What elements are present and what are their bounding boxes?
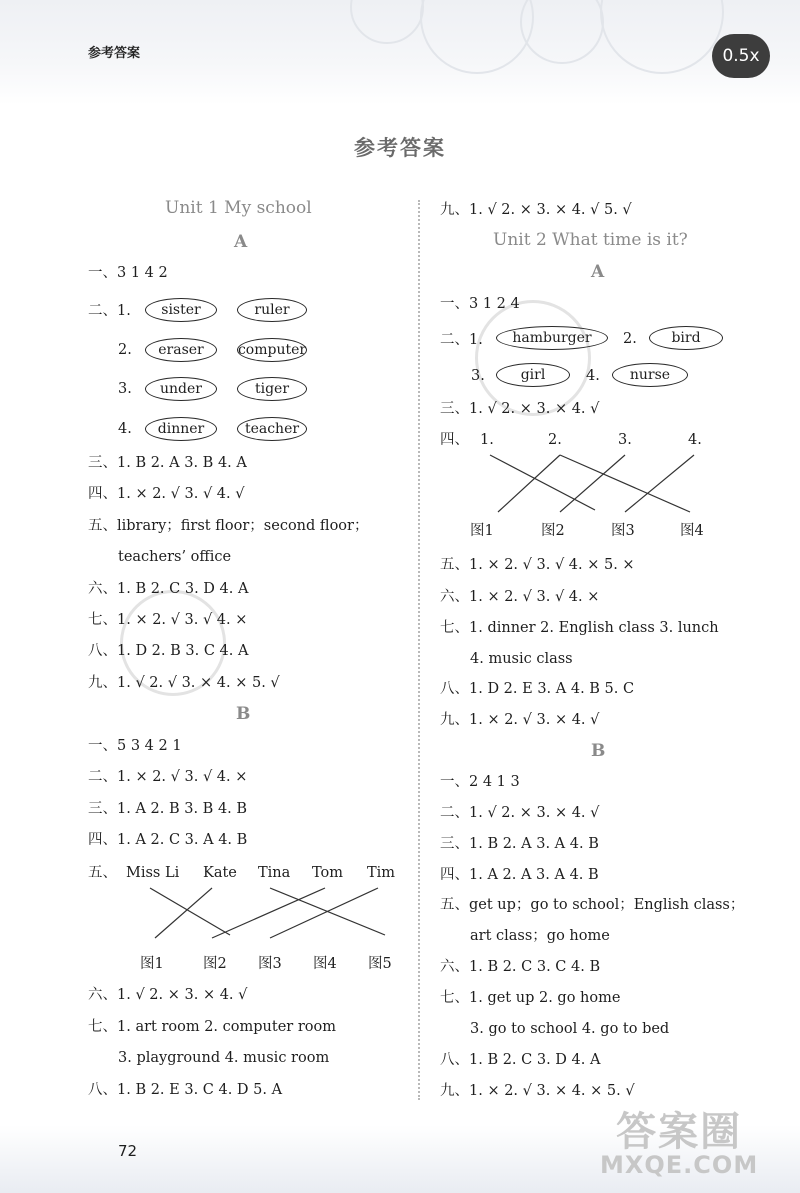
answer-line: 七、1. × 2. √ 3. √ 4. ×: [88, 612, 248, 628]
zoom-button[interactable]: 0.5x: [712, 34, 770, 78]
answer-line: 五、1. × 2. √ 3. √ 4. × 5. ×: [440, 557, 635, 573]
header-label: 参考答案: [88, 46, 141, 61]
word-oval: nurse: [612, 363, 688, 387]
answer-line: teachers’ office: [118, 549, 232, 565]
item-number: 1.: [480, 432, 494, 448]
answer-prefix: 二、1.: [88, 303, 131, 319]
answer-line: 三、1. A 2. B 3. B 4. B: [88, 801, 248, 817]
section-b-label: B: [591, 741, 606, 761]
watermark-title: 答案圈: [616, 1109, 743, 1155]
matching-name: Tim: [367, 865, 396, 881]
item-number: 2.: [548, 432, 562, 448]
answer-line: 九、1. × 2. √ 3. × 4. √: [440, 712, 600, 728]
unit1-title: Unit 1 My school: [165, 198, 312, 218]
answer-line: 六、1. B 2. C 3. D 4. A: [88, 581, 249, 597]
answer-line: 3. go to school 4. go to bed: [470, 1021, 670, 1037]
answer-line: 九、1. √ 2. × 3. × 4. √ 5. √: [440, 202, 632, 218]
word-oval: teacher: [237, 417, 307, 441]
word-oval: tiger: [237, 377, 307, 401]
word-oval: ruler: [237, 298, 307, 322]
matching-name: Tom: [312, 865, 344, 881]
answer-line: 一、2 4 1 3: [440, 774, 520, 790]
answer-prefix: 四、: [440, 432, 469, 448]
matching-name: Kate: [203, 865, 237, 881]
page-number: 72: [118, 1142, 138, 1160]
answer-line: 二、1. √ 2. × 3. × 4. √: [440, 805, 600, 821]
answer-prefix: 五、: [88, 865, 117, 881]
answer-line: 一、3 1 4 2: [88, 265, 168, 281]
answer-line: 八、1. B 2. C 3. D 4. A: [440, 1052, 601, 1068]
answer-line: 九、1. √ 2. √ 3. × 4. × 5. √: [88, 675, 280, 691]
answer-prefix: 二、1.: [440, 332, 483, 348]
item-number: 2.: [623, 331, 637, 347]
word-oval: dinner: [145, 417, 217, 441]
figure-label: 图1: [140, 956, 164, 972]
figure-label: 图4: [313, 956, 337, 972]
answer-line: 七、1. dinner 2. English class 3. lunch: [440, 620, 719, 636]
answer-line: 八、1. B 2. E 3. C 4. D 5. A: [88, 1082, 283, 1098]
answer-line: 六、1. B 2. C 3. C 4. B: [440, 959, 601, 975]
section-b-label: B: [236, 704, 251, 724]
answer-line: 4. music class: [470, 651, 573, 667]
figure-label: 图2: [203, 956, 227, 972]
answer-line: 一、3 1 2 4: [440, 296, 520, 312]
answer-line: 四、1. × 2. √ 3. √ 4. √: [88, 486, 245, 502]
answer-line: 七、1. art room 2. computer room: [88, 1019, 336, 1035]
figure-label: 图2: [541, 523, 565, 539]
word-oval: computer: [237, 338, 307, 362]
word-oval: eraser: [145, 338, 217, 362]
answer-line: 八、1. D 2. B 3. C 4. A: [88, 643, 249, 659]
word-oval: sister: [145, 298, 217, 322]
answer-line: 四、1. A 2. A 3. A 4. B: [440, 867, 599, 883]
answer-line: 一、5 3 4 2 1: [88, 738, 182, 754]
section-a-label: A: [234, 232, 248, 252]
matching-name: Tina: [258, 865, 291, 881]
figure-label: 图3: [258, 956, 282, 972]
answer-line: 三、1. B 2. A 3. A 4. B: [440, 836, 599, 852]
item-number: 4.: [586, 368, 600, 384]
answer-line: 三、1. B 2. A 3. B 4. A: [88, 455, 247, 471]
item-number: 4.: [688, 432, 702, 448]
answer-line: 九、1. × 2. √ 3. × 4. × 5. √: [440, 1083, 635, 1099]
item-number: 3.: [618, 432, 632, 448]
figure-label: 图3: [611, 523, 635, 539]
watermark-url: MXQE.COM: [600, 1151, 759, 1179]
figure-label: 图5: [368, 956, 392, 972]
answer-line: 八、1. D 2. E 3. A 4. B 5. C: [440, 681, 635, 697]
answer-line: 三、1. √ 2. × 3. × 4. √: [440, 401, 600, 417]
word-oval: girl: [496, 363, 570, 387]
answer-line: 五、get up；go to school；English class；: [440, 897, 745, 913]
word-oval: bird: [649, 326, 723, 350]
item-number: 3.: [118, 381, 132, 397]
unit2-title: Unit 2 What time is it?: [493, 230, 688, 250]
site-watermark: [600, 1100, 758, 1179]
answer-line: 五、library；first floor；second floor；: [88, 518, 369, 534]
answer-line: 二、1. × 2. √ 3. √ 4. ×: [88, 769, 248, 785]
word-oval: under: [145, 377, 217, 401]
answer-line: 六、1. √ 2. × 3. × 4. √: [88, 987, 248, 1003]
item-number: 3.: [471, 368, 485, 384]
item-number: 2.: [118, 342, 132, 358]
item-number: 4.: [118, 421, 132, 437]
answer-line: art class；go home: [470, 928, 610, 944]
page-title: 参考答案: [354, 136, 446, 160]
section-a-label: A: [591, 262, 605, 282]
figure-label: 图4: [680, 523, 704, 539]
answer-line: 3. playground 4. music room: [118, 1050, 330, 1066]
matching-name: Miss Li: [126, 865, 180, 881]
figure-label: 图1: [470, 523, 494, 539]
answer-line: 七、1. get up 2. go home: [440, 990, 621, 1006]
word-oval: hamburger: [496, 326, 608, 350]
answer-line: 四、1. A 2. C 3. A 4. B: [88, 832, 248, 848]
answer-line: 六、1. × 2. √ 3. √ 4. ×: [440, 589, 600, 605]
